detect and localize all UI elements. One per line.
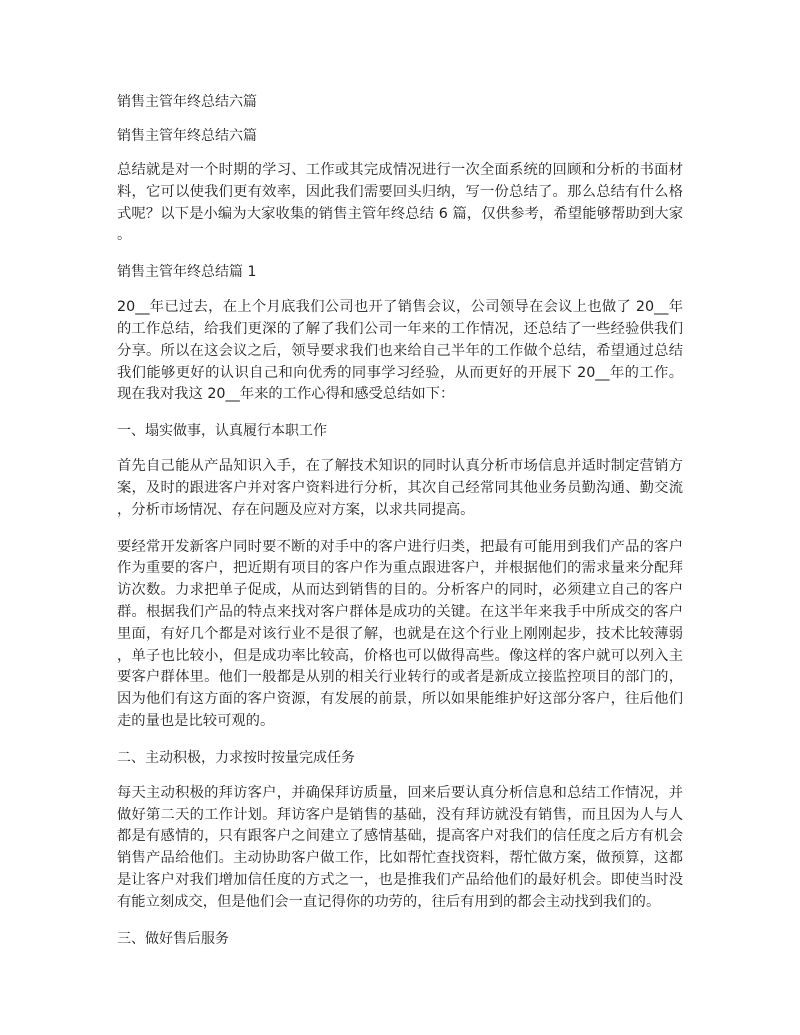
text-line: 我们能够更好的认识自己和向优秀的同事学习经验，从而更好的开展下 20__年的工作。: [117, 364, 683, 381]
text-line: 要客户群体里。他们一般都是从别的相关行业转行的或者是新成立接监控项目的部门的，: [117, 669, 683, 686]
text-line: 首先自己能从产品知识入手，在了解技术知识的同时认真分析市场信息并适时制定营销方: [117, 458, 683, 475]
paragraph-3: [117, 537, 683, 733]
text-line: 案，及时的跟进客户并对客户资料进行分析，其次自己经常同其他业务员勤沟通、勤交流: [117, 479, 683, 496]
text-line: 料，它可以使我们更有效率，因此我们需要回头归纳，写一份总结了。那么总结有什么格: [117, 183, 683, 200]
document-subtitle: 销售主管年终总结六篇: [117, 128, 257, 144]
heading-1: 一、塌实做事，认真履行本职工作: [117, 423, 327, 440]
text-line: 总结就是对一个时期的学习、工作或其完成情况进行一次全面系统的回顾和分析的书面材: [117, 162, 683, 178]
text-line: 分享。所以在这会议之后，领导要求我们也来给自己半年的工作做个总结，希望通过总结: [117, 342, 683, 359]
text-line: 的工作总结，给我们更深的了解了我们公司一年来的工作情况，还总结了一些经验供我们: [117, 320, 683, 337]
text-line: 20__年已过去，在上个月底我们公司也开了销售会议，公司领导在会议上也做了 20__年: [117, 299, 683, 316]
text-line: 里面，有好几个都是对该行业不是很了解，也就是在这个行业上刚刚起步，技术比较薄弱: [117, 625, 683, 642]
paragraph-2: [117, 456, 683, 521]
text-line: 要经常开发新客户同时要不断的对手中的客户进行归类，把最有可能用到我们产品的客户: [117, 538, 683, 555]
text-line: 访次数。力求把单子促成，从而达到销售的目的。分析客户的同时，必须建立自己的客户: [117, 582, 683, 599]
document-title: 销售主管年终总结六篇: [117, 94, 257, 110]
text-line: 因为他们有这方面的客户资源，有发展的前景，所以如果能维护好这部分客户，往后他们: [117, 691, 683, 708]
text-line: 是让客户对我们增加信任度的方式之一，也是推我们产品给他们的最好机会。即使当时没: [117, 871, 683, 888]
text-line: 有能立刻成交，但是他们会一直记得你的功劳的，往后有用到的都会主动找到我们的。: [117, 893, 661, 910]
text-line: ，分析市场情况、存在问题及应对方案，以求共同提高。: [117, 501, 475, 518]
text-line: 销售产品给他们。主动协助客户做工作，比如帮忙查找资料，帮忙做方案，做预算，这都: [117, 850, 683, 867]
text-line: 做好第二天的工作计划。拜访客户是销售的基础，没有拜访就没有销售，而且因为人与人: [117, 806, 683, 823]
paragraph-1: [117, 297, 683, 406]
heading-3: 三、做好售后服务: [117, 930, 229, 947]
text-line: 群。根据我们产品的特点来找对客户群体是成功的关键。在这半年来我手中所成交的客户: [117, 603, 683, 620]
paragraph-4: [117, 783, 683, 914]
heading-2: 二、主动积极，力求按时按量完成任务: [117, 749, 355, 766]
text-line: 。: [117, 227, 132, 244]
text-line: 现在我对我这 20__年来的工作心得和感受总结如下：: [117, 386, 455, 403]
text-line: 式呢？以下是小编为大家收集的销售主管年终总结 6 篇，仅供参考，希望能够帮助到大家: [117, 205, 683, 222]
section-title: 销售主管年终总结篇 1: [117, 264, 257, 281]
text-line: 作为重要的客户，把近期有项目的客户作为重点跟进客户，并根据他们的需求量来分配拜: [117, 560, 683, 577]
intro-paragraph: [117, 160, 683, 247]
document-page: [117, 92, 683, 964]
text-line: ，单子也比较小，但是成功率比较高，价格也可以做得高些。像这样的客户就可以列入主: [117, 647, 683, 664]
text-line: 都是有感情的，只有跟客户之间建立了感情基础，提高客户对我们的信任度之后方有机会: [117, 828, 683, 845]
text-line: 走的量也是比较可观的。: [117, 712, 275, 729]
text-line: 每天主动积极的拜访客户，并确保拜访质量，回来后要认真分析信息和总结工作情况，并: [117, 784, 683, 801]
